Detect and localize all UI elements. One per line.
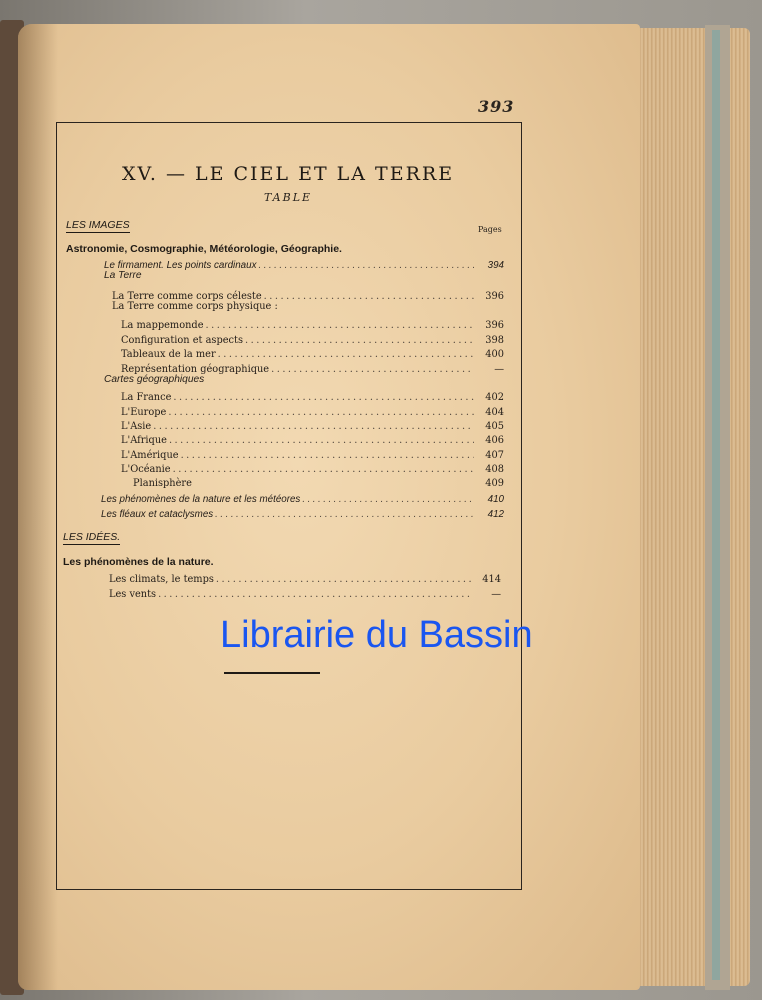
toc-entry-label: L'Océanie — [121, 464, 171, 475]
toc-entry-page: 394 — [487, 260, 504, 271]
toc-entry-page: 402 — [485, 392, 504, 403]
dot-leader — [156, 589, 471, 600]
toc-entry-page: 396 — [485, 291, 504, 302]
toc-entry-label: L'Europe — [121, 407, 167, 418]
toc-entry-label: L'Amérique — [121, 450, 179, 461]
dot-leader — [171, 464, 474, 475]
toc-entry-configuration — [121, 335, 504, 348]
toc-entry-label: Les phénomènes de la nature et les météores — [101, 494, 301, 505]
dot-leader — [262, 291, 474, 302]
heading-astronomie: Astronomie, Cosmographie, Météorologie, Géographie. — [66, 243, 342, 255]
toc-entry-page: — — [491, 589, 501, 600]
toc-entry-page: 400 — [485, 349, 504, 360]
pages-column-label: Pages — [478, 225, 502, 234]
heading-phenomenes: Les phénomènes de la nature. — [63, 556, 214, 568]
toc-entry-fleaux — [101, 509, 504, 522]
toc-entry-mappemonde — [121, 320, 504, 333]
toc-entry-page: 405 — [485, 421, 504, 432]
right-cover-edge — [712, 30, 720, 980]
toc-entry-amerique — [121, 450, 504, 463]
toc-entry-france — [121, 392, 504, 405]
dot-leader — [216, 349, 474, 360]
dot-leader — [166, 407, 474, 418]
toc-entry-label: L'Asie — [121, 421, 152, 432]
dot-leader — [171, 392, 474, 403]
toc-entry-vents — [109, 589, 501, 602]
toc-entry-page: 396 — [485, 320, 504, 331]
toc-entry-oceanie — [121, 464, 504, 477]
page-number: 393 — [478, 97, 515, 116]
toc-subheading-cartes: Cartes géographiques — [104, 374, 205, 385]
toc-subheading-corps-physique: La Terre comme corps physique : — [112, 301, 278, 312]
dot-leader — [151, 421, 474, 432]
watermark-text: Librairie du Bassin — [220, 614, 533, 656]
gutter-shadow — [18, 24, 58, 990]
toc-entry-europe — [121, 407, 504, 420]
toc-entry-page: 414 — [482, 574, 501, 585]
toc-entry-page: 410 — [487, 494, 504, 505]
toc-entry-label: Les fléaux et cataclysmes — [101, 509, 214, 520]
dot-leader — [269, 364, 474, 375]
toc-entry-page: — — [494, 364, 504, 375]
toc-entry-label: Les climats, le temps — [109, 574, 214, 585]
toc-entry-page: 407 — [485, 450, 504, 461]
toc-entry-climats — [109, 574, 501, 587]
section-heading-images: LES IMAGES — [66, 219, 130, 231]
page-title: XV. — LE CIEL ET LA TERRE — [121, 163, 455, 185]
end-rule — [224, 672, 320, 674]
toc-subheading-la-terre: La Terre — [104, 270, 142, 281]
toc-entry-page: 406 — [485, 435, 504, 446]
toc-entry-asie — [121, 421, 504, 434]
dot-leader — [243, 335, 474, 346]
toc-entry-label: Les vents — [109, 589, 157, 600]
toc-entry-firmament — [104, 260, 504, 273]
dot-leader — [204, 320, 475, 331]
dot-leader — [256, 260, 474, 271]
dot-leader — [179, 450, 474, 461]
toc-entry-label: Le firmament. Les points cardinaux — [104, 260, 257, 271]
toc-entry-label: La mappemonde — [121, 320, 204, 331]
page-subtitle: TABLE — [263, 191, 313, 204]
section-heading-idees: LES IDÉES. — [63, 531, 121, 543]
toc-entry-label: Planisphère — [133, 478, 192, 489]
toc-entry-afrique — [121, 435, 504, 448]
toc-entry-tableaux-mer — [121, 349, 504, 362]
dot-leader — [213, 509, 474, 520]
dot-leader — [214, 574, 471, 585]
toc-entry-label: Tableaux de la mer — [121, 349, 216, 360]
toc-entry-phenomenes-meteores — [101, 494, 504, 507]
toc-entry-label: La Terre comme corps céleste — [112, 291, 262, 302]
toc-entry-label: L'Afrique — [121, 435, 167, 446]
toc-entry-label: La France — [121, 392, 172, 403]
toc-entry-page: 409 — [485, 478, 504, 489]
dot-leader — [300, 494, 474, 505]
toc-entry-page: 412 — [487, 509, 504, 520]
dot-leader — [167, 435, 474, 446]
toc-entry-label: Représentation géographique — [121, 364, 270, 375]
toc-entry-page: 404 — [485, 407, 504, 418]
toc-entry-page: 408 — [485, 464, 504, 475]
toc-entry-page: 398 — [485, 335, 504, 346]
toc-entry-planisphere — [133, 478, 504, 491]
toc-entry-label: Configuration et aspects — [121, 335, 243, 346]
